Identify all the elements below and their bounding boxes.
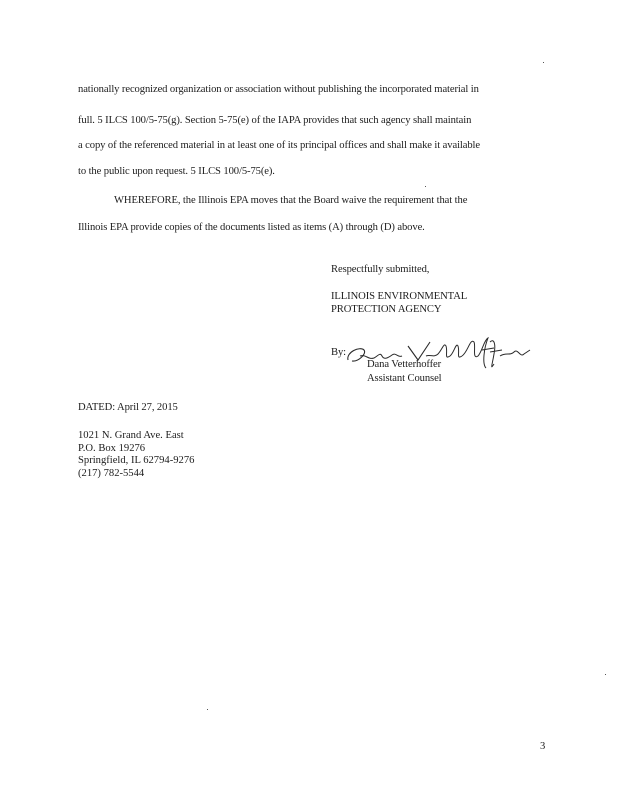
- scan-speck: [207, 709, 208, 710]
- address-block: [78, 430, 194, 480]
- dated-line: DATED: April 27, 2015: [78, 402, 178, 413]
- page-number: 3: [540, 741, 546, 752]
- address-line-4: (217) 782-5544: [78, 467, 145, 479]
- signer-name: Dana Vetterhoffer: [367, 359, 442, 370]
- agency-name-line-2: PROTECTION AGENCY: [331, 304, 442, 315]
- body-line-3: a copy of the referenced material in at least one of its principal offices and shall make it available: [78, 140, 481, 151]
- signer-title: Assistant Counsel: [367, 373, 442, 384]
- agency-name-line-1: ILLINOIS ENVIRONMENTAL: [331, 291, 468, 302]
- body-line-4: to the public upon request. 5 ILCS 100/5-75(e).: [78, 166, 275, 177]
- address-line-1: 1021 N. Grand Ave. East: [78, 430, 184, 441]
- wherefore-line-2: Illinois EPA provide copies of the documents listed as items (A) through (D) above.: [78, 222, 425, 233]
- respectfully-submitted: Respectfully submitted,: [331, 264, 430, 275]
- body-line-2: full. 5 ILCS 100/5-75(g). Section 5-75(e) of the IAPA provides that such agency shall maintain: [78, 115, 472, 126]
- scan-speck: [425, 186, 426, 187]
- wherefore-line-1: WHEREFORE, the Illinois EPA moves that the Board waive the requirement that the: [114, 195, 468, 206]
- address-line-3: Springfield, IL 62794-9276: [78, 455, 195, 467]
- scan-speck: [605, 674, 606, 675]
- by-label: By:: [331, 347, 347, 358]
- address-line-2: P.O. Box 19276: [78, 442, 146, 454]
- body-line-1: nationally recognized organization or association without publishing the incorporated material in: [78, 84, 479, 95]
- scan-speck: [543, 62, 544, 63]
